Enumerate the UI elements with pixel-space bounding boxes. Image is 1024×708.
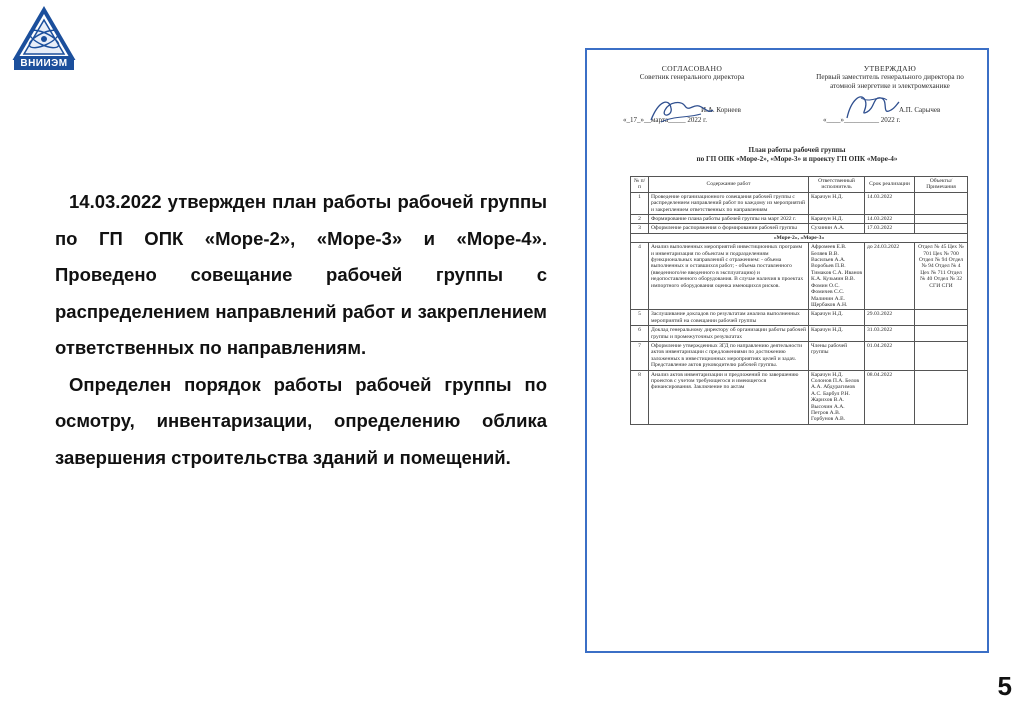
row-responsible: Члены рабочей группы	[809, 341, 865, 370]
merged-section-label: «Море-2», «Море-3»	[631, 233, 968, 242]
row-date: 29.03.2022	[865, 310, 915, 326]
row-date: 14.03.2022	[865, 215, 915, 224]
row-responsible: Афромеев Е.В. Беляев В.В. Васильев А.А. Воробьев П.В. Тимаков С.А. Иванов К.А. Кузьмин В.В. Фомин О.С. Фомичев С.С. Малинин А.Е. Щербаков А.Н.	[809, 243, 865, 310]
table-row	[631, 370, 968, 424]
table-header-row	[631, 177, 968, 193]
plan-title-line2: по ГП ОПК «Море-2», «Море-3» и проекту ГП ОПК «Море-4»	[696, 155, 898, 163]
row-number: 6	[631, 326, 649, 342]
table-row	[631, 310, 968, 326]
approval-right-name: А.П. Сарычев	[899, 106, 941, 114]
row-note	[915, 215, 968, 224]
left-signature-icon	[647, 94, 717, 126]
row-content: Проведение организационного совещания рабочей группы с распределением направлений работ по каждому из мероприятий и закреплением ответственных по направлениям	[649, 192, 809, 214]
approval-right-role: Первый заместитель генерального директора по атомной энергетике и электромеханике	[816, 73, 964, 90]
approval-right-title: УТВЕРЖДАЮ	[863, 64, 917, 73]
row-responsible: Карачун Н.Д.	[809, 310, 865, 326]
table-row	[631, 326, 968, 342]
paragraph-procedure-defined: Определен порядок работы рабочей группы по осмотру, инвентаризации, определению облика завершения строительства зданий и помещений.	[55, 373, 547, 468]
right-signature-icon	[841, 90, 901, 124]
row-responsible: Карачун Н.Д. Солонов П.А. Белов А.А. Абдурагимов А.С. Барбул Р.Н. Жарихов В.А. Высочин А.А. Петров А.В. Горбунов А.В.	[809, 370, 865, 424]
row-note: Отдел № 45 Цех № 701 Цех № 700 Отдел № 94 Отдел № 94 Отдел № 4 Цех № 711 Отдел № 40 Отдел № 32 СГИ СГИ	[915, 243, 968, 310]
table-merged-row	[631, 233, 968, 242]
page-number: 5	[997, 671, 1012, 701]
row-content: Оформление утвержденных ЗГД по направлению деятельности актов инвентаризации с предложениями по достижению заложенных в инвестиционных мероприятиях целей и задач. Представление актов руководителю рабочей группы.	[649, 341, 809, 370]
row-responsible: Сухинин А.А.	[809, 224, 865, 233]
column-header: Срок реализации	[865, 177, 915, 193]
paragraph-plan-approved: 14.03.2022 утвержден план работы рабочей группы по ГП ОПК «Море-2», «Море-3» и «Море-4». Проведено совещание рабочей группы с распределением направлений работ и закреплением ответственных по направлениям.	[55, 191, 547, 358]
row-responsible: Карачун Н.Д.	[809, 192, 865, 214]
column-header: Объекты/ Примечания	[915, 177, 968, 193]
plan-title	[627, 146, 967, 164]
table-row	[631, 243, 968, 310]
row-note	[915, 326, 968, 342]
scanned-document-frame	[585, 48, 989, 653]
row-number: 4	[631, 243, 649, 310]
row-number: 1	[631, 192, 649, 214]
approval-left-date: «_17_»__марта_____ 2022 г.	[623, 116, 707, 124]
row-content: Доклад генеральному директору об организации работы рабочей группы и промежуточных результатах	[649, 326, 809, 342]
row-note	[915, 192, 968, 214]
approval-right-date: «____»__________ 2022 г.	[823, 116, 901, 124]
work-plan-table	[630, 176, 968, 425]
row-number: 7	[631, 341, 649, 370]
row-date: 14.03.2022	[865, 192, 915, 214]
column-header: Содержание работ	[649, 177, 809, 193]
row-content: Анализ выполненных мероприятий инвестиционных программ и инвентаризация по объектам и подразделениям функциональных направлений с отражением: - объема выполненных и оставшихся работ; - объема поставленного (введенного/не введенного в эксплуатацию) и недопоставленного оборудования. В случае наличия в проектах импортного оборудования оценка имеющихся рисков.	[649, 243, 809, 310]
row-content: Оформление распоряжения о формировании рабочей группы	[649, 224, 809, 233]
scanned-document	[587, 50, 987, 651]
table-row	[631, 215, 968, 224]
plan-title-line1: План работы рабочей группы	[748, 146, 846, 154]
row-number: 8	[631, 370, 649, 424]
approval-left-title: СОГЛАСОВАНО	[661, 64, 723, 73]
row-date: 31.03.2022	[865, 326, 915, 342]
main-text-block	[55, 184, 547, 476]
row-content: Формирование плана работы рабочей группы на март 2022 г.	[649, 215, 809, 224]
row-number: 2	[631, 215, 649, 224]
column-header: Ответственный исполнитель	[809, 177, 865, 193]
logo-text: ВНИИЭМ	[20, 58, 68, 69]
table-row	[631, 224, 968, 233]
row-note	[915, 370, 968, 424]
table-row	[631, 192, 968, 214]
approval-left-name: И.А. Корнеев	[701, 106, 741, 114]
row-date: 01.04.2022	[865, 341, 915, 370]
row-note	[915, 224, 968, 233]
row-number: 3	[631, 224, 649, 233]
row-responsible: Карачун Н.Д.	[809, 215, 865, 224]
row-number: 5	[631, 310, 649, 326]
table-row	[631, 341, 968, 370]
row-date: 08.04.2022	[865, 370, 915, 424]
company-logo	[10, 6, 78, 74]
row-content: Анализ актов инвентаризации и предложений по завершению проектов с учетом требующегося и имеющегося финансирования. Заключение по актам	[649, 370, 809, 424]
row-date: до 24.03.2022	[865, 243, 915, 310]
row-date: 17.03.2022	[865, 224, 915, 233]
row-note	[915, 310, 968, 326]
approval-left-block	[617, 64, 767, 82]
row-note	[915, 341, 968, 370]
approval-left-role: Советник генерального директора	[639, 73, 745, 81]
approval-right-block	[805, 64, 975, 91]
row-content: Заслушивание докладов по результатам анализа выполненных мероприятий на совещании рабочей группы	[649, 310, 809, 326]
row-responsible: Карачун Н.Д.	[809, 326, 865, 342]
column-header: № п/п	[631, 177, 649, 193]
